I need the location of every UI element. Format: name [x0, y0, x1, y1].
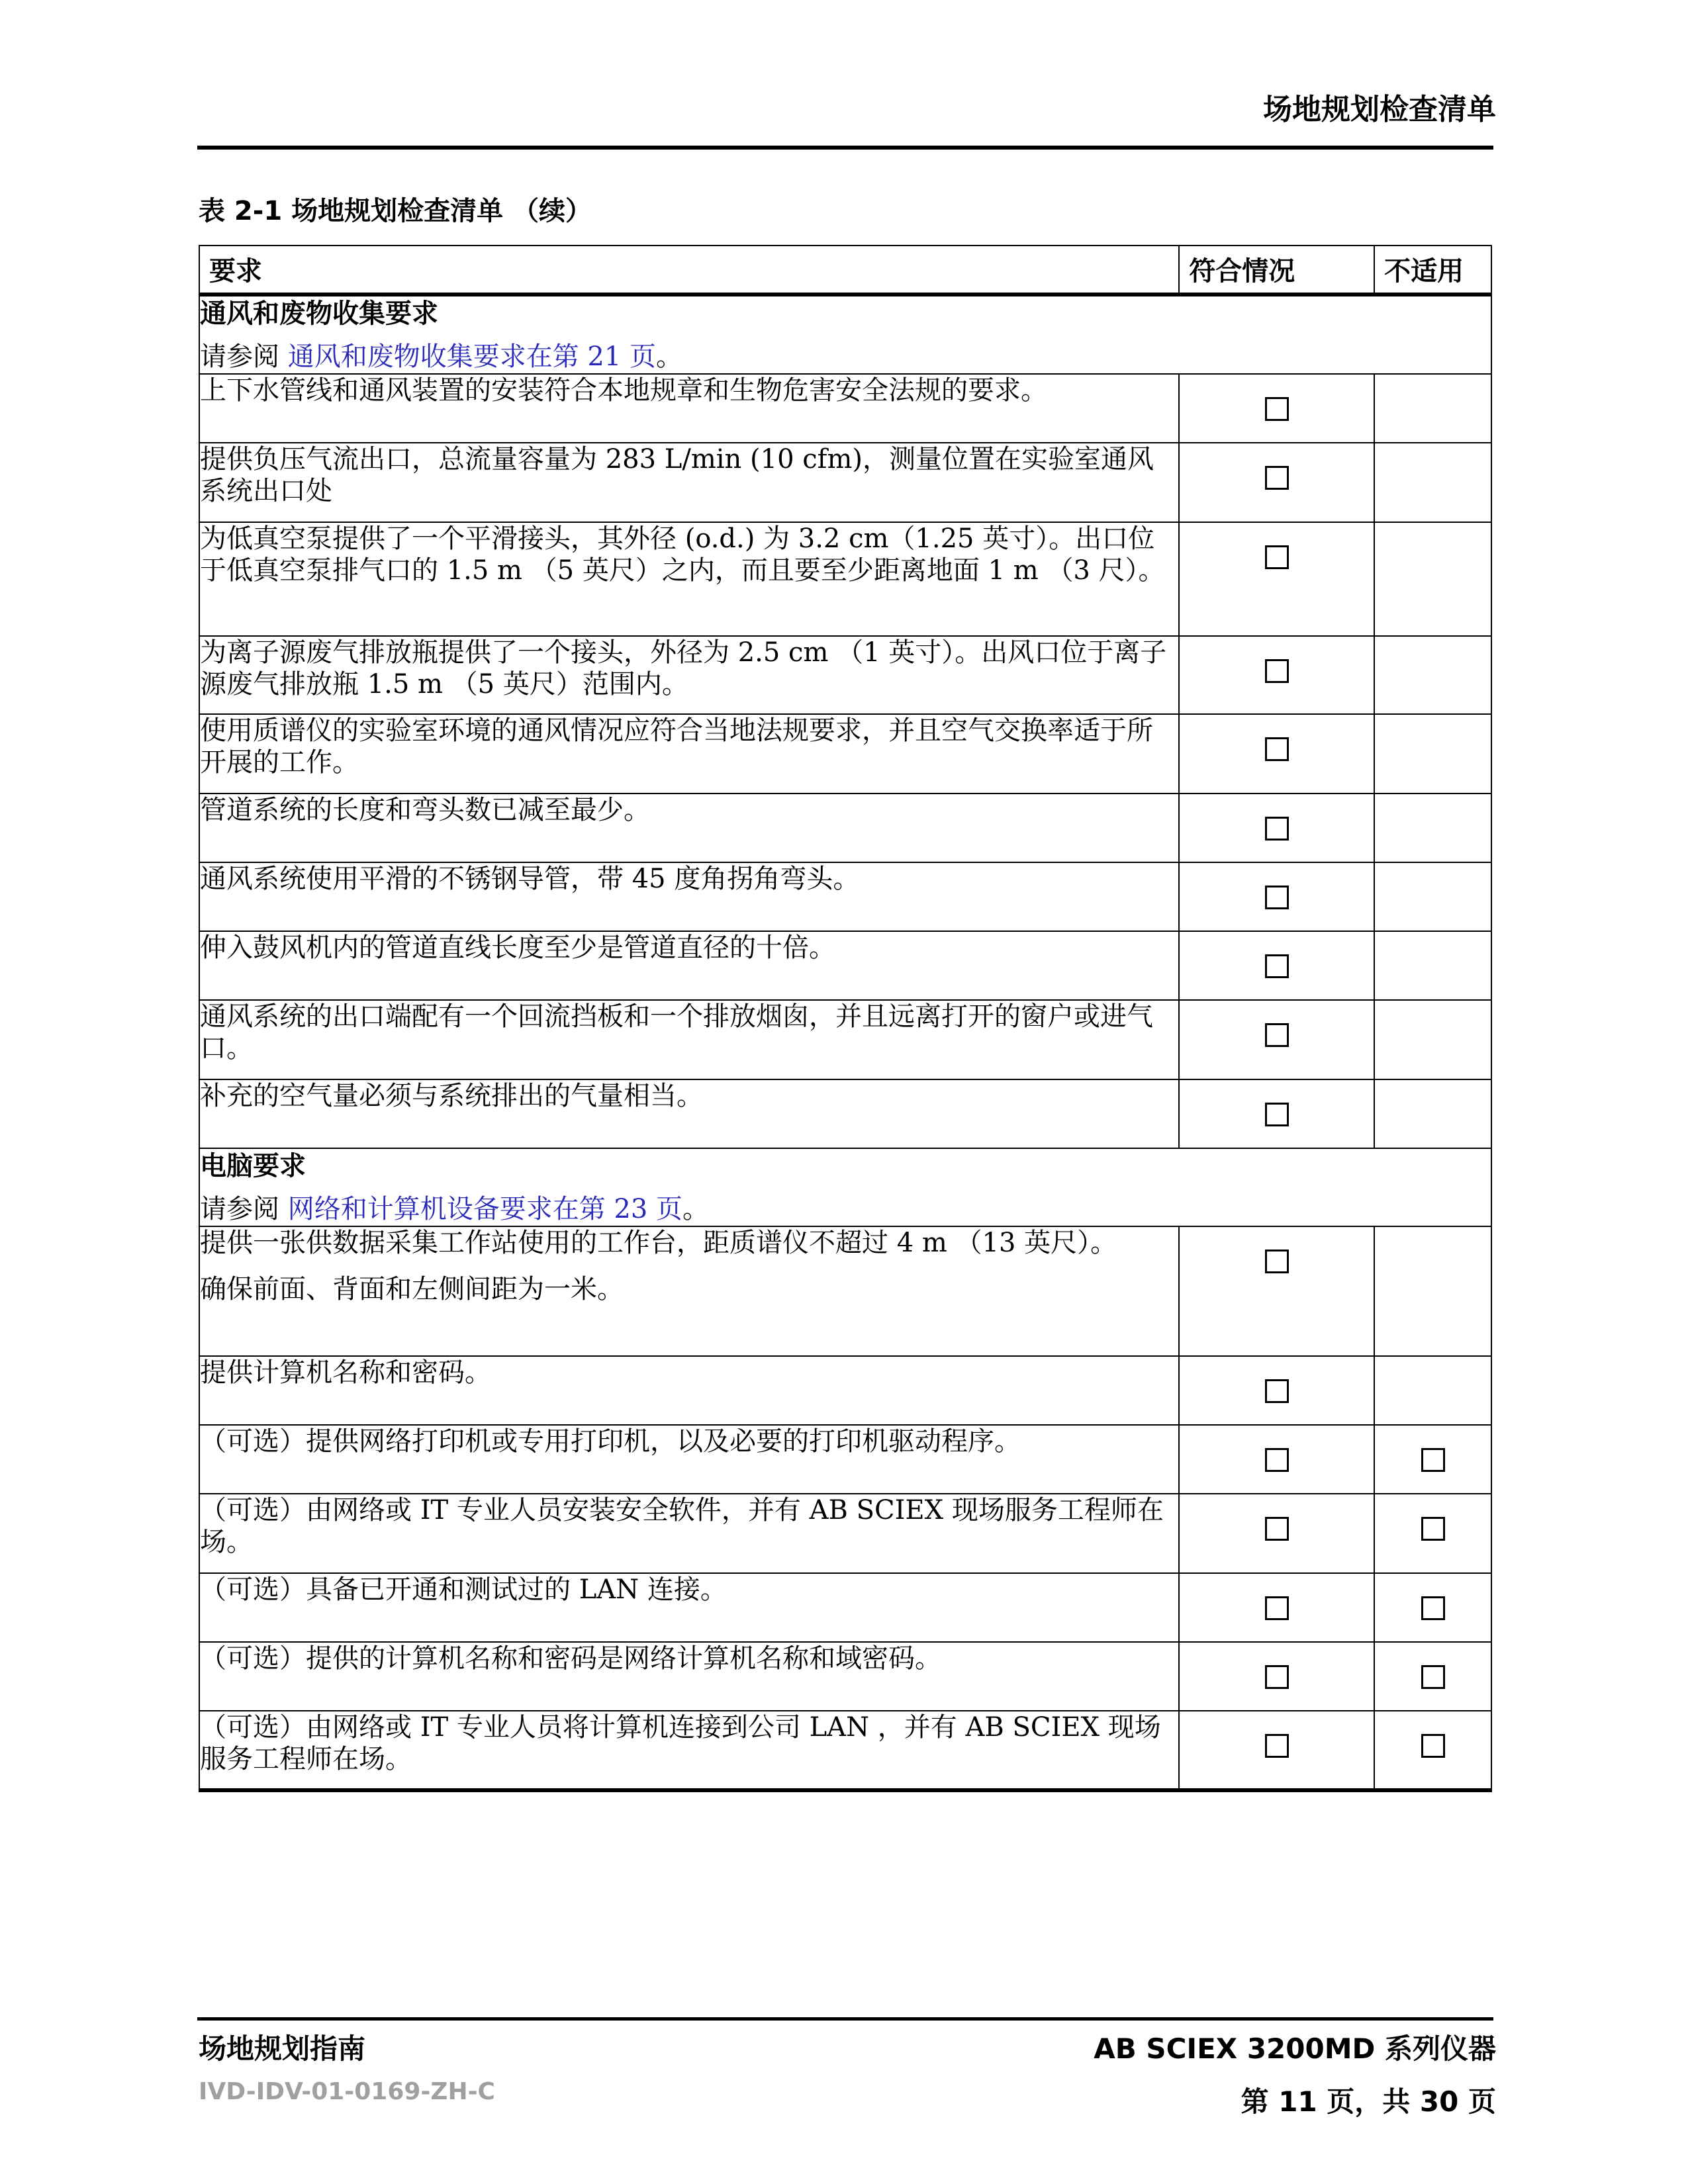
table-row [199, 443, 1491, 522]
not-applicable-cell [1374, 1425, 1491, 1494]
compliance-checkbox[interactable] [1265, 397, 1289, 421]
table-row [199, 931, 1491, 1000]
compliance-checkbox[interactable] [1265, 1250, 1289, 1273]
not-applicable-cell [1374, 1356, 1491, 1425]
section-header-cell [199, 295, 1491, 374]
footer-guide-title: 场地规划指南 [199, 2032, 366, 2065]
running-header-title: 场地规划检查清单 [1263, 93, 1496, 126]
section-reference [200, 1193, 1491, 1226]
not-applicable-cell [1374, 1711, 1491, 1790]
requirement-text: （可选）提供的计算机名称和密码是网络计算机名称和域密码。 [199, 1642, 1179, 1711]
table-row [199, 1000, 1491, 1079]
compliance-cell [1179, 862, 1374, 931]
not-applicable-cell [1374, 1642, 1491, 1711]
requirement-text: 为离子源废气排放瓶提供了一个接头，外径为 2.5 cm （1 英寸）。出风口位于离子源废气排放瓶 1.5 m （5 英尺）范围内。 [199, 636, 1179, 714]
requirement-text: （可选）具备已开通和测试过的 LAN 连接。 [199, 1573, 1179, 1642]
requirement-text: 为低真空泵提供了一个平滑接头，其外径 (o.d.) 为 3.2 cm（1.25 英寸）。出口位于低真空泵排气口的 1.5 m （5 英尺）之内，而且要至少距离地面 1 m （3 尺）。 [199, 522, 1179, 636]
compliance-checkbox[interactable] [1265, 1023, 1289, 1047]
site-planning-checklist-table [199, 245, 1492, 1792]
table-row [199, 862, 1491, 931]
requirement-text: 使用质谱仪的实验室环境的通风情况应符合当地法规要求，并且空气交换率适于所开展的工作。 [199, 714, 1179, 794]
not-applicable-cell [1374, 443, 1491, 522]
compliance-cell [1179, 1494, 1374, 1573]
not-applicable-cell [1374, 714, 1491, 794]
table-row [199, 1711, 1491, 1790]
compliance-cell [1179, 636, 1374, 714]
reference-link-network[interactable]: 网络和计算机设备要求在第 23 页 [287, 1194, 683, 1224]
requirement-text: （可选）由网络或 IT 专业人员将计算机连接到公司 LAN ，并有 AB SCIEX 现场服务工程师在场。 [199, 1711, 1179, 1790]
compliance-checkbox[interactable] [1265, 1379, 1289, 1403]
requirement-paragraph: 提供一张供数据采集工作站使用的工作台，距质谱仪不超过 4 m （13 英尺）。 [200, 1228, 1117, 1258]
column-header-requirement: 要求 [199, 246, 1179, 295]
compliance-cell [1179, 1711, 1374, 1790]
table-row [199, 1356, 1491, 1425]
table-row [199, 374, 1491, 443]
table-caption: 表 2-1 场地规划检查清单 （续） [199, 196, 592, 226]
table-row [199, 1642, 1491, 1711]
requirement-text: 补充的空气量必须与系统排出的气量相当。 [199, 1079, 1179, 1148]
compliance-cell [1179, 374, 1374, 443]
compliance-checkbox[interactable] [1265, 954, 1289, 978]
compliance-cell [1179, 931, 1374, 1000]
not-applicable-checkbox[interactable] [1421, 1517, 1445, 1541]
compliance-checkbox[interactable] [1265, 1665, 1289, 1689]
requirement-text: （可选）提供网络打印机或专用打印机，以及必要的打印机驱动程序。 [199, 1425, 1179, 1494]
section-header-cell [199, 1148, 1491, 1226]
table-row [199, 1425, 1491, 1494]
table-row [199, 636, 1491, 714]
table-row [199, 794, 1491, 862]
reference-suffix: 。 [682, 1194, 710, 1224]
section-title-ventilation: 通风和废物收集要求 [200, 298, 438, 329]
section-header-row [199, 295, 1491, 374]
table-row [199, 522, 1491, 636]
compliance-checkbox[interactable] [1265, 1103, 1289, 1126]
reference-prefix: 请参阅 [200, 341, 288, 372]
compliance-cell [1179, 714, 1374, 794]
reference-suffix: 。 [656, 341, 683, 372]
compliance-checkbox[interactable] [1265, 466, 1289, 490]
compliance-cell [1179, 1573, 1374, 1642]
compliance-checkbox[interactable] [1265, 1734, 1289, 1758]
compliance-cell [1179, 1000, 1374, 1079]
requirement-text: 通风系统使用平滑的不锈钢导管，带 45 度角拐角弯头。 [199, 862, 1179, 931]
compliance-cell [1179, 1642, 1374, 1711]
compliance-checkbox[interactable] [1265, 737, 1289, 761]
not-applicable-cell [1374, 1000, 1491, 1079]
footer-document-code: IVD-IDV-01-0169-ZH-C [199, 2078, 495, 2105]
compliance-checkbox[interactable] [1265, 1517, 1289, 1541]
compliance-cell [1179, 794, 1374, 862]
not-applicable-checkbox[interactable] [1421, 1596, 1445, 1620]
not-applicable-cell [1374, 1226, 1491, 1356]
reference-link-ventilation[interactable]: 通风和废物收集要求在第 21 页 [287, 341, 657, 372]
compliance-checkbox[interactable] [1265, 886, 1289, 909]
not-applicable-cell [1374, 931, 1491, 1000]
compliance-checkbox[interactable] [1265, 659, 1289, 683]
requirement-text: 管道系统的长度和弯头数已减至最少。 [199, 794, 1179, 862]
header-rule [197, 146, 1493, 150]
section-reference [200, 340, 1491, 373]
table-row [199, 1573, 1491, 1642]
compliance-cell [1179, 1425, 1374, 1494]
compliance-checkbox[interactable] [1265, 1448, 1289, 1472]
requirement-paragraph: 确保前面、背面和左侧间距为一米。 [200, 1274, 624, 1304]
not-applicable-checkbox[interactable] [1421, 1734, 1445, 1758]
compliance-cell [1179, 522, 1374, 636]
not-applicable-checkbox[interactable] [1421, 1448, 1445, 1472]
requirement-text: 上下水管线和通风装置的安装符合本地规章和生物危害安全法规的要求。 [199, 374, 1179, 443]
not-applicable-cell [1374, 522, 1491, 636]
not-applicable-cell [1374, 1494, 1491, 1573]
column-header-not-applicable: 不适用 [1374, 246, 1491, 295]
reference-prefix: 请参阅 [200, 1194, 288, 1224]
compliance-cell [1179, 1079, 1374, 1148]
table-header-row [199, 246, 1491, 295]
requirement-text: （可选）由网络或 IT 专业人员安装安全软件，并有 AB SCIEX 现场服务工程师在场。 [199, 1494, 1179, 1573]
section-title-computer: 电脑要求 [200, 1151, 306, 1181]
footer-page-number: 第 11 页，共 30 页 [1241, 2085, 1496, 2118]
requirement-text: 伸入鼓风机内的管道直线长度至少是管道直径的十倍。 [199, 931, 1179, 1000]
not-applicable-cell [1374, 1079, 1491, 1148]
table-row [199, 714, 1491, 794]
table-row [199, 1226, 1491, 1356]
table-row [199, 1494, 1491, 1573]
compliance-checkbox[interactable] [1265, 1596, 1289, 1620]
requirement-text: 提供计算机名称和密码。 [199, 1356, 1179, 1425]
requirement-text: 通风系统的出口端配有一个回流挡板和一个排放烟囱，并且远离打开的窗户或进气口。 [199, 1000, 1179, 1079]
not-applicable-cell [1374, 374, 1491, 443]
not-applicable-cell [1374, 862, 1491, 931]
compliance-cell [1179, 443, 1374, 522]
column-header-compliance: 符合情况 [1179, 246, 1374, 295]
compliance-checkbox[interactable] [1265, 817, 1289, 841]
requirement-text [199, 1226, 1179, 1356]
table-row [199, 1079, 1491, 1148]
section-header-row [199, 1148, 1491, 1226]
not-applicable-cell [1374, 794, 1491, 862]
not-applicable-checkbox[interactable] [1421, 1665, 1445, 1689]
not-applicable-cell [1374, 636, 1491, 714]
compliance-cell [1179, 1226, 1374, 1356]
footer-rule [197, 2017, 1493, 2021]
compliance-cell [1179, 1356, 1374, 1425]
requirement-text: 提供负压气流出口，总流量容量为 283 L/min (10 cfm)，测量位置在实验室通风系统出口处 [199, 443, 1179, 522]
compliance-checkbox[interactable] [1265, 545, 1289, 569]
footer-product-name: AB SCIEX 3200MD 系列仪器 [1094, 2032, 1496, 2065]
not-applicable-cell [1374, 1573, 1491, 1642]
